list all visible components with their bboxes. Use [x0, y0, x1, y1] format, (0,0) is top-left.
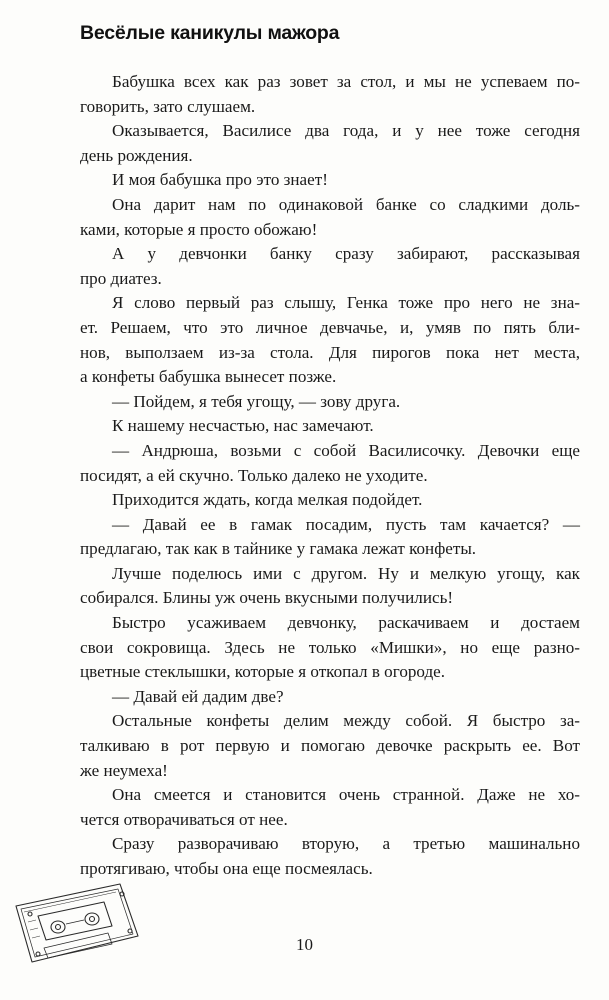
- text-line: нов, выползаем из-за стола. Для пирогов пока нет места,: [80, 342, 580, 362]
- text-line: Я слово первый раз слышу, Генка тоже про него не зна-: [112, 293, 580, 313]
- text-line: ками, которые я просто обожаю!: [80, 219, 318, 239]
- page-number: 10: [296, 935, 313, 954]
- text-line: а конфеты бабушка вынесет позже.: [80, 367, 337, 387]
- paragraph: [80, 513, 580, 562]
- paragraph: [80, 193, 580, 242]
- text-line: Сразу разворачиваю вторую, а третью машинально: [112, 834, 580, 854]
- text-line: ет. Решаем, что это личное девчачье, и, умяв по пять бли-: [80, 317, 580, 337]
- text-line: — Давай ей дадим две?: [112, 686, 284, 706]
- text-line: чется отворачиваться от нее.: [80, 809, 288, 829]
- text-line: И моя бабушка про это знает!: [112, 170, 328, 190]
- paragraph: [80, 783, 580, 832]
- text-line: А у девчонки банку сразу забирают, рассказывая: [112, 244, 580, 264]
- text-line: К нашему несчастью, нас замечают.: [112, 416, 374, 436]
- paragraph: [80, 242, 580, 291]
- paragraph: [80, 562, 580, 611]
- paragraph: [80, 414, 580, 439]
- text-line: предлагаю, так как в тайнике у гамака лежат конфеты.: [80, 539, 477, 559]
- text-line: Приходится ждать, когда мелкая подойдет.: [112, 490, 423, 510]
- paragraph: [80, 488, 580, 513]
- paragraph: [80, 439, 580, 488]
- text-line: свои сокровища. Здесь не только «Мишки», но еще разно-: [80, 637, 580, 657]
- text-line: Лучше поделюсь ими с другом. Ну и мелкую угощу, как: [112, 563, 580, 583]
- text-line: талкиваю в рот первую и помогаю девочке раскрыть ее. Вот: [80, 736, 580, 756]
- text-line: собирался. Блины уж очень вкусными получились!: [80, 588, 454, 608]
- text-line: Оказывается, Василисе два года, и у нее тоже сегодня: [112, 121, 580, 141]
- text-line: посидят, а ей скучно. Только далеко не уходите.: [80, 465, 428, 485]
- text-line: Остальные конфеты делим между собой. Я быстро за-: [112, 711, 580, 731]
- text-line: — Давай ее в гамак посадим, пусть там качается? —: [112, 514, 580, 534]
- paragraph: [80, 70, 580, 119]
- text-line: же неумеха!: [80, 760, 168, 780]
- paragraph: [80, 685, 580, 710]
- paragraph: [80, 832, 580, 881]
- text-line: день рождения.: [80, 145, 193, 165]
- paragraph: [80, 119, 580, 168]
- text-line: — Пойдем, я тебя угощу, — зову друга.: [112, 391, 401, 411]
- paragraph: [80, 168, 580, 193]
- text-line: про диатез.: [80, 268, 162, 288]
- text-line: цветные стеклышки, которые я откопал в огороде.: [80, 662, 446, 682]
- text-line: Бабушка всех как раз зовет за стол, и мы не успеваем по-: [112, 72, 580, 91]
- text-line: говорить, зато слушаем.: [80, 96, 256, 116]
- text-line: протягиваю, чтобы она еще посмеялась.: [80, 859, 373, 878]
- paragraph: [80, 390, 580, 415]
- running-header: Весёлые каникулы мажора: [80, 22, 340, 44]
- paragraph: [80, 611, 580, 685]
- text-line: Быстро усаживаем девчонку, раскачиваем и достаем: [112, 613, 580, 633]
- body-text: [80, 70, 580, 882]
- text-line: Она смеется и становится очень странной. Даже не хо-: [112, 785, 580, 805]
- paragraph: [80, 291, 580, 389]
- text-line: Она дарит нам по одинаковой банке со сладкими доль-: [112, 194, 580, 214]
- paragraph: [80, 709, 580, 783]
- text-line: — Андрюша, возьми с собой Василисочку. Девочки еще: [112, 440, 580, 460]
